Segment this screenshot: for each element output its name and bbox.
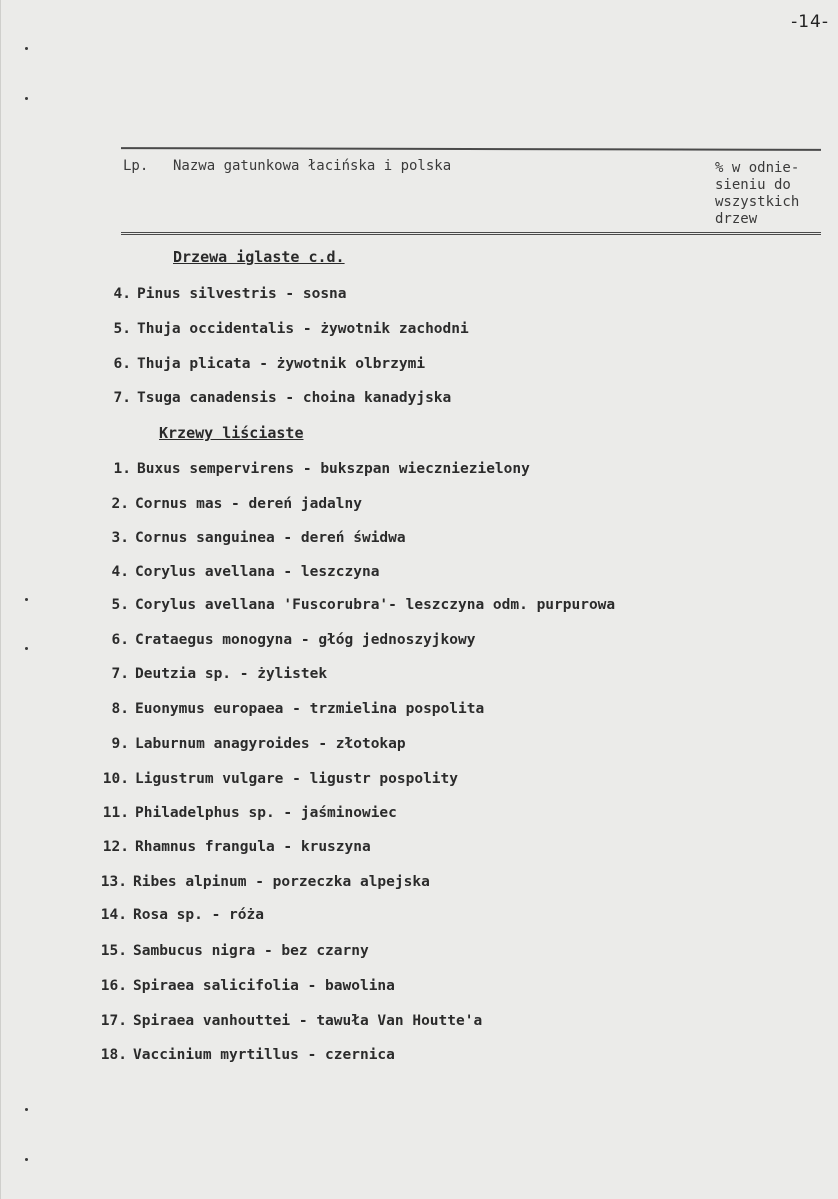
header-percent: % w odnie- sieniu do wszystkich drzew [715, 160, 800, 227]
list-item [97, 321, 469, 337]
item-text: Thuja occidentalis - żywotnik zachodni [137, 321, 469, 337]
list-item [95, 666, 327, 682]
item-number: 8. [111, 701, 129, 717]
list-item [95, 736, 406, 752]
item-text: Buxus sempervirens - bukszpan wieczniezielony [137, 461, 530, 477]
item-number: 5. [111, 597, 129, 613]
item-number: 4. [111, 564, 129, 580]
margin-dot [25, 1108, 28, 1111]
table-header-rule [121, 232, 821, 235]
list-item [95, 597, 615, 613]
list-item [95, 564, 379, 580]
list-item [95, 805, 397, 821]
item-number: 11. [102, 805, 129, 821]
list-item [97, 356, 425, 372]
item-text: Cornus sanguinea - dereń świdwa [135, 530, 406, 546]
table-top-rule [121, 147, 821, 151]
item-text: Laburnum anagyroides - złotokap [135, 736, 406, 752]
list-item [95, 771, 458, 787]
item-text: Rosa sp. - róża [133, 907, 264, 923]
list-item [97, 461, 530, 477]
item-text: Deutzia sp. - żylistek [135, 666, 328, 682]
margin-dot [25, 647, 28, 650]
item-number: 6. [111, 632, 129, 648]
list-item [93, 907, 264, 923]
item-number: 2. [111, 496, 129, 512]
item-number: 5. [113, 321, 131, 337]
item-number: 1. [113, 461, 131, 477]
header-name: Nazwa gatunkowa łacińska i polska [173, 158, 452, 174]
margin-dot [25, 1158, 28, 1161]
item-text: Rhamnus frangula - kruszyna [135, 839, 371, 855]
margin-dot [25, 97, 28, 100]
item-text: Cornus mas - dereń jadalny [135, 496, 362, 512]
item-text: Sambucus nigra - bez czarny [133, 943, 369, 959]
item-text: Corylus avellana 'Fuscorubra'- leszczyna odm. purpurowa [135, 597, 616, 613]
margin-dot [25, 47, 28, 50]
item-number: 10. [102, 771, 129, 787]
item-number: 12. [102, 839, 129, 855]
item-text: Philadelphus sp. - jaśminowiec [135, 805, 397, 821]
list-item [93, 874, 430, 890]
item-text: Corylus avellana - leszczyna [135, 564, 380, 580]
item-text: Thuja plicata - żywotnik olbrzymi [137, 356, 426, 372]
list-item [97, 390, 451, 406]
item-text: Ligustrum vulgare - ligustr pospolity [135, 771, 459, 787]
list-item [95, 839, 371, 855]
list-item [95, 530, 406, 546]
item-text: Tsuga canadensis - choina kanadyjska [137, 390, 452, 406]
item-number: 14. [100, 907, 127, 923]
list-item [93, 1047, 395, 1063]
item-text: Ribes alpinum - porzeczka alpejska [133, 874, 430, 890]
margin-dot [25, 598, 28, 601]
item-number: 18. [100, 1047, 127, 1063]
item-number: 17. [100, 1013, 127, 1029]
item-number: 3. [111, 530, 129, 546]
list-item [95, 496, 362, 512]
item-text: Spiraea vanhouttei - tawuła Van Houtte'a [133, 1013, 483, 1029]
item-number: 7. [111, 666, 129, 682]
item-text: Crataegus monogyna - głóg jednoszyjkowy [135, 632, 476, 648]
list-item [97, 286, 347, 302]
item-number: 9. [111, 736, 129, 752]
item-number: 16. [100, 978, 127, 994]
item-text: Pinus silvestris - sosna [137, 286, 347, 302]
section-title-conifers: Drzewa iglaste c.d. [173, 248, 345, 266]
list-item [93, 943, 369, 959]
list-item [95, 632, 475, 648]
item-text: Euonymus europaea - trzmielina pospolita [135, 701, 485, 717]
item-number: 13. [100, 874, 127, 890]
item-text: Spiraea salicifolia - bawolina [133, 978, 395, 994]
header-lp: Lp. [123, 158, 149, 174]
page-number: -14- [791, 12, 829, 32]
item-number: 4. [113, 286, 131, 302]
section-title-deciduous-shrubs: Krzewy liściaste [159, 424, 304, 442]
item-number: 15. [100, 943, 127, 959]
item-text: Vaccinium myrtillus - czernica [133, 1047, 395, 1063]
list-item [93, 978, 395, 994]
item-number: 6. [113, 356, 131, 372]
item-number: 7. [113, 390, 131, 406]
list-item [93, 1013, 482, 1029]
list-item [95, 701, 484, 717]
